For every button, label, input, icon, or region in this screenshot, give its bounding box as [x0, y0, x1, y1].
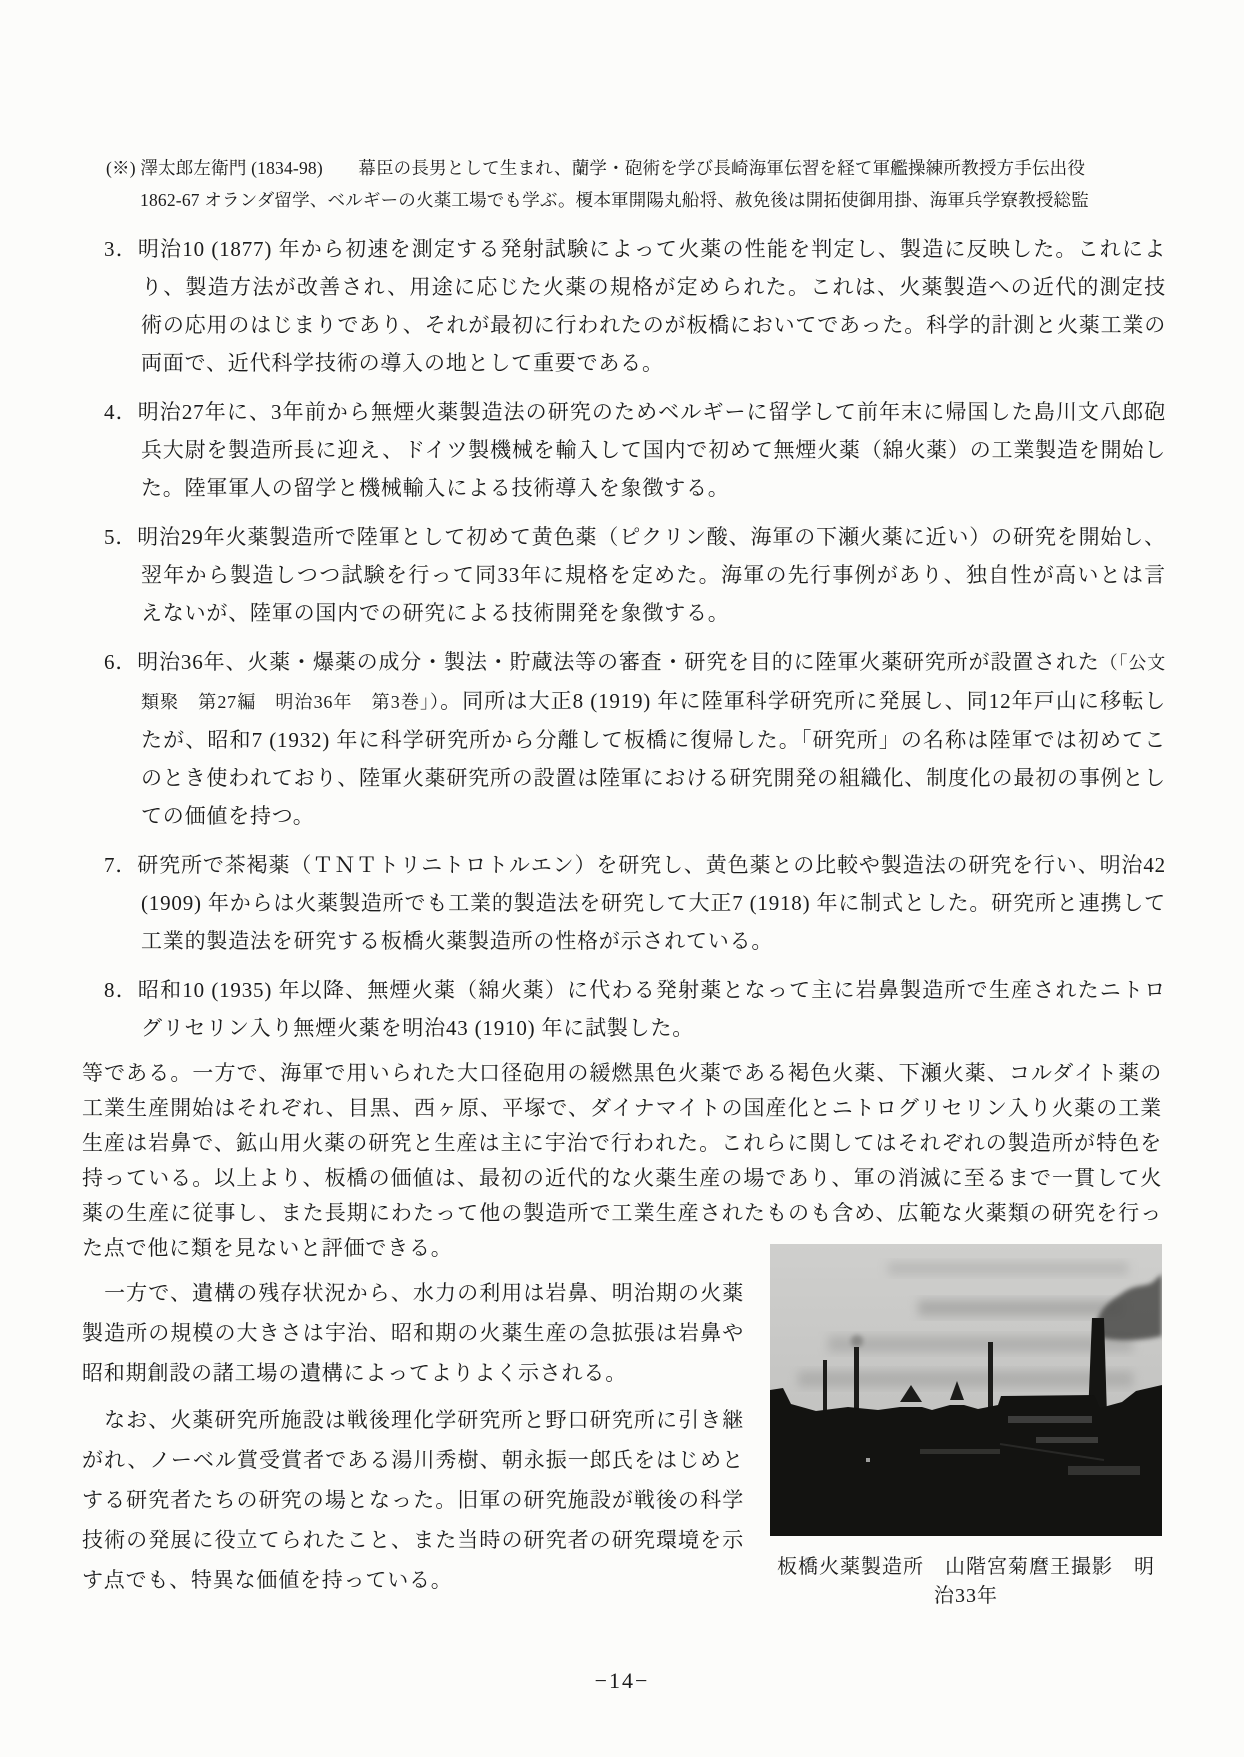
footnote-line-1: (※) 澤太郎左衛門 (1834-98) 幕臣の長男として生まれ、蘭学・砲術を学び長崎海軍伝習を経て軍艦操練所教授方手伝出役	[106, 158, 1086, 178]
list-item-4	[104, 393, 1166, 507]
item-number: 4．	[104, 400, 138, 424]
item-text: 明治27年に、3年前から無煙火薬製造法の研究のためベルギーに留学して前年末に帰国した島川文八郎砲兵大尉を製造所長に迎え、ドイツ製機械を輸入して国内で初めて無煙火薬（綿火薬）の工業製造を開始した。陸軍軍人の留学と機械輸入による技術導入を象徴する。	[137, 400, 1166, 500]
item-number: 3．	[104, 237, 138, 261]
item-number: 8．	[104, 978, 138, 1002]
item-text: 。同所は大正8 (1919) 年に陸軍科学研究所に発展し、同12年戸山に移転したが、昭和7 (1932) 年に科学研究所から分離して板橋に復帰した。「研究所」の名称は陸軍では初めてこのとき使われており、陸軍火薬研究所の設置は陸軍における研究開発の組織化、制度化の最初の事例としての価値を持つ。	[141, 689, 1166, 828]
paragraph-postwar: なお、火薬研究所施設は戦後理化学研究所と野口研究所に引き継がれ、ノーベル賞受賞者である湯川秀樹、朝永振一郎氏をはじめとする研究者たちの研究の場となった。旧軍の研究施設が戦後の科学技術の発展に役立てられたこと、また当時の研究者の研究環境を示す点でも、特異な価値を持っている。	[82, 1408, 744, 1592]
paragraph-remains: 一方で、遺構の残存状況から、水力の利用は岩鼻、明治期の火薬製造所の規模の大きさは宇治、昭和期の火薬生産の急拡張は岩鼻や昭和期創設の諸工場の遺構によってよりよく示される。	[82, 1281, 744, 1385]
item-number: 5．	[104, 525, 138, 549]
page-number: −14−	[594, 1668, 650, 1693]
list-item-5	[104, 518, 1166, 632]
item-number: 7．	[104, 853, 138, 877]
factory-photo	[770, 1244, 1162, 1536]
photo-caption: 板橋火薬製造所 山階宮菊麿王撮影 明治33年	[777, 1556, 1155, 1607]
numbered-list	[104, 230, 1166, 1058]
list-item-8	[104, 971, 1166, 1047]
list-item-3	[104, 230, 1166, 382]
list-item-7	[104, 846, 1166, 960]
factory-photo-figure	[770, 1244, 1162, 1608]
list-item-6	[104, 643, 1166, 835]
item-text: 昭和10 (1935) 年以降、無煙火薬（綿火薬）に代わる発射薬となって主に岩鼻製造所で生産されたニトログリセリン入り無煙火薬を明治43 (1910) 年に試製した。	[137, 978, 1166, 1040]
item-text: 研究所で茶褐薬（ＴＮＴトリニトロトルエン）を研究し、黄色薬との比較や製造法の研究を行い、明治42 (1909) 年からは火薬製造所でも工業的製造法を研究して大正7 (1918) 年に制式とした。研究所と連携して工業的製造法を研究する板橋火薬製造所の性格が示されている。	[137, 853, 1166, 953]
body-section	[82, 1056, 1162, 1612]
paragraph-summary: 等である。一方で、海軍で用いられた大口径砲用の緩燃黒色火薬である褐色火薬、下瀬火薬、コルダイト薬の工業生産開始はそれぞれ、目黒、西ヶ原、平塚で、ダイナマイトの国産化とニトログリセリン入り火薬の工業生産は岩鼻で、鉱山用火薬の研究と生産は主に宇治で行われた。これらに関してはそれぞれの製造所が特色を持っている。以上より、板橋の価値は、最初の近代的な火薬生産の場であり、軍の消滅に至るまで一貫して火薬の生産に従事し、また長期にわたって他の製造所で工業生産されたものも含め、広範な火薬類の研究を行った点で他に類を見ないと評価できる。	[82, 1061, 1162, 1260]
item-text: 明治36年、火薬・爆薬の成分・製法・貯蔵法等の審査・研究を目的に陸軍火薬研究所が設置された	[137, 650, 1100, 674]
item-text: 明治10 (1877) 年から初速を測定する発射試験によって火薬の性能を判定し、製造に反映した。これにより、製造方法が改善され、用途に応じた火薬の規格が定められた。これは、火薬製造への近代的測定技術の応用のはじまりであり、それが最初に行われたのが板橋においてであった。科学的計測と火薬工業の両面で、近代科学技術の導入の地として重要である。	[137, 237, 1166, 375]
item-text: 明治29年火薬製造所で陸軍として初めて黄色薬（ピクリン酸、海軍の下瀬火薬に近い）の研究を開始し、翌年から製造しつつ試験を行って同33年に規格を定めた。海軍の先行事例があり、独自性が高いとは言えないが、陸軍の国内での研究による技術開発を象徴する。	[137, 525, 1166, 625]
footnote-line-2: 1862-67 オランダ留学、ベルギーの火薬工場でも学ぶ。榎本軍開陽丸船将、赦免後は開拓使御用掛、海軍兵学寮教授総監	[140, 190, 1089, 210]
smoke-wisp	[851, 1335, 863, 1347]
item-number: 6．	[104, 650, 138, 674]
factory-silhouette-graphic	[770, 1244, 1162, 1536]
footnote-block	[106, 152, 1172, 216]
item-citation: （「公文類聚 第27編 明治36年 第3巻」）	[141, 653, 1167, 712]
